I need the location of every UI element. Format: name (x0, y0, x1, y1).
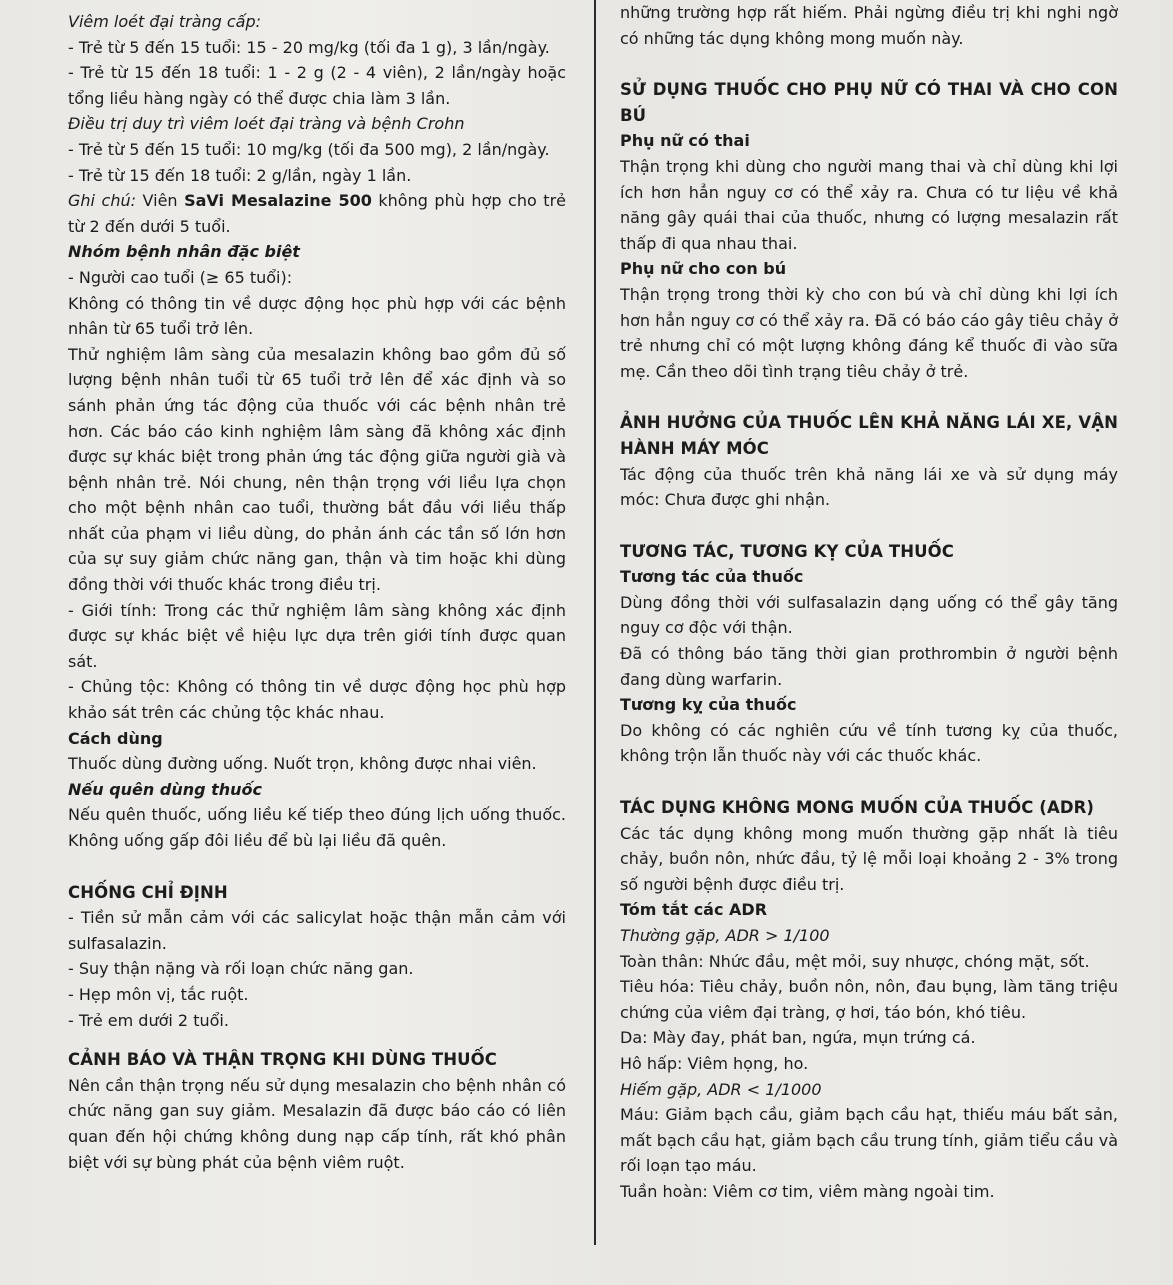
incompatibility-text: Do không có các nghiên cứu về tính tương kỵ của thuốc, không trộn lẫn thuốc này với các thuốc khác. (620, 720, 1118, 766)
adr-common-item: Toàn thân: Nhức đầu, mệt mỏi, suy nhược, chóng mặt, sốt. (620, 951, 1090, 971)
contraindication-item: - Suy thận nặng và rối loạn chức năng gan. (68, 959, 414, 979)
adr-common-item: Tiêu hóa: Tiêu chảy, buồn nôn, nôn, đau bụng, làm tăng triệu chứng của viêm đại tràng, ợ hơi, táo bón, khó tiêu. (620, 977, 1118, 1022)
warning-text: Nên cần thận trọng nếu sử dụng mesalazin cho bệnh nhân có chức năng gan suy giảm. Mesalazin đã được báo cáo có liên quan đến hội chứng không dung nạp cấp tính, rất khó phân biệt với sự bùng phát của bệnh viêm ruột. (68, 1075, 566, 1172)
incompatibility-subheading: Tương kỵ của thuốc (620, 695, 797, 715)
note-product-name: SaVi Mesalazine 500 (184, 191, 372, 211)
special-group-paragraph: - Chủng tộc: Không có thông tin về dược động học phù hợp khảo sát trên các chủng tộc khác nhau. (68, 677, 566, 723)
contraindication-item: - Trẻ em dưới 2 tuổi. (68, 1010, 229, 1030)
interactions-subheading: Tương tác của thuốc (620, 567, 804, 587)
pregnancy-heading: SỬ DỤNG THUỐC CHO PHỤ NỮ CÓ THAI VÀ CHO CON BÚ (620, 80, 1118, 125)
usage-text: Thuốc dùng đường uống. Nuốt trọn, không được nhai viên. (68, 754, 537, 774)
special-group-paragraph: Không có thông tin về dược động học phù hợp với các bệnh nhân từ 65 tuổi trở lên. (68, 293, 566, 339)
special-group-paragraph: - Giới tính: Trong các thử nghiệm lâm sàng không xác định được sự khác biệt về hiệu lực dựa trên giới tính được quan sát. (68, 600, 566, 671)
adr-rare-item: Máu: Giảm bạch cầu, giảm bạch cầu hạt, thiếu máu bất sản, mất bạch cầu hạt, giảm bạch cầu trung tính, giảm tiểu cầu và rối loạn tạo máu. (620, 1105, 1118, 1176)
interactions-text: Đã có thông báo tăng thời gian prothrombin ở người bệnh đang dùng warfarin. (620, 644, 1118, 689)
adr-common-item: Da: Mày đay, phát ban, ngứa, mụn trứng cá. (620, 1028, 976, 1048)
contraindication-heading: CHỐNG CHỈ ĐỊNH (68, 882, 228, 902)
dose-line: - Trẻ từ 5 đến 15 tuổi: 15 - 20 mg/kg (tối đa 1 g), 3 lần/ngày. (68, 37, 550, 57)
interactions-text: Dùng đồng thời với sulfasalazin dạng uống có thể gây tăng nguy cơ độc với thận. (620, 592, 1118, 638)
note-paragraph (68, 188, 566, 239)
adr-rare-heading: Hiếm gặp, ADR < 1/1000 (620, 1079, 822, 1099)
note-rest: không phù hợp cho trẻ từ 2 đến dưới 5 tuổi. (68, 191, 566, 236)
contraindication-item: - Hẹp môn vị, tắc ruột. (68, 984, 249, 1004)
pregnant-subheading: Phụ nữ có thai (620, 131, 750, 151)
interactions-heading: TƯƠNG TÁC, TƯƠNG KỴ CỦA THUỐC (620, 541, 954, 561)
dose-line: - Trẻ từ 5 đến 15 tuổi: 10 mg/kg (tối đa 500 mg), 2 lần/ngày. (68, 139, 550, 159)
missed-dose-text: Nếu quên thuốc, uống liều kế tiếp theo đúng lịch uống thuốc. Không uống gấp đôi liều để bù lại liều đã quên. (68, 805, 566, 850)
adr-heading: TÁC DỤNG KHÔNG MONG MUỐN CỦA THUỐC (ADR) (620, 798, 1095, 818)
pregnant-text: Thận trọng khi dùng cho người mang thai và chỉ dùng khi lợi ích hơn hẳn nguy cơ có thể xảy ra. Chưa có tư liệu về khả năng gây quái thai của thuốc, nhưng có lượng mesalazin rất thấp đi qua nhau thai. (620, 156, 1118, 253)
dose-line: - Trẻ từ 15 đến 18 tuổi: 2 g/lần, ngày 1 lần. (68, 165, 412, 185)
adr-intro: Các tác dụng không mong muốn thường gặp nhất là tiêu chảy, buồn nôn, nhức đầu, tỷ lệ mỗi loại khoảng 2 - 3% trong số người bệnh được điều trị. (620, 823, 1118, 894)
special-group-heading: Nhóm bệnh nhân đặc biệt (68, 242, 300, 262)
adr-common-item: Hô hấp: Viêm họng, ho. (620, 1053, 809, 1073)
adr-common-heading: Thường gặp, ADR > 1/100 (620, 926, 830, 945)
driving-text: Tác động của thuốc trên khả năng lái xe và sử dụng máy móc: Chưa được ghi nhận. (620, 464, 1118, 510)
contraindication-item: - Tiền sử mẫn cảm với các salicylat hoặc thận mẫn cảm với sulfasalazin. (68, 908, 566, 953)
driving-heading: ẢNH HƯỞNG CỦA THUỐC LÊN KHẢ NĂNG LÁI XE, VẬN HÀNH MÁY MÓC (620, 413, 1118, 458)
adr-summary-heading: Tóm tắt các ADR (620, 900, 768, 920)
nursing-text: Thận trọng trong thời kỳ cho con bú và chỉ dùng khi lợi ích hơn hẳn nguy cơ có thể xảy ra. Đã có báo cáo gây tiêu chảy ở trẻ nhưng chỉ có một lượng không đáng kể thuốc đi vào sữa mẹ. Cần theo dõi tình trạng tiêu chảy ở trẻ. (620, 284, 1118, 381)
left-column (68, 9, 566, 1175)
column-divider (594, 0, 596, 1245)
dose-line: - Trẻ từ 15 đến 18 tuổi: 1 - 2 g (2 - 4 viên), 2 lần/ngày hoặc tổng liều hàng ngày có thể được chia làm 3 lần. (68, 63, 566, 108)
note-product: Viên (142, 191, 185, 211)
continued-text: những trường hợp rất hiếm. Phải ngừng điều trị khi nghi ngờ có những tác dụng không mong muốn này. (620, 3, 1118, 48)
right-column (620, 0, 1118, 1205)
adr-rare-item: Tuần hoàn: Viêm cơ tim, viêm màng ngoài tim. (620, 1181, 995, 1201)
special-group-paragraph: Thử nghiệm lâm sàng của mesalazin không bao gồm đủ số lượng bệnh nhân tuổi từ 65 tuổi trở lên để xác định và so sánh phản ứng tác động của thuốc với các bệnh nhân trẻ hơn. Các báo cáo kinh nghiệm lâm sàng đã không xác định được sự khác biệt trong phản ứng tác động giữa người già và bệnh nhân trẻ. Nói chung, nên thận trọng với liều lựa chọn cho một bệnh nhân cao tuổi, thường bắt đầu với liều thấp nhất của phạm vi liều dùng, do phản ánh các tần số lớn hơn của sự suy giảm chức năng gan, thận và tim hoặc khi dùng đồng thời với thuốc khác trong điều trị. (68, 344, 566, 595)
usage-heading: Cách dùng (68, 728, 163, 748)
special-group-paragraph: - Người cao tuổi (≥ 65 tuổi): (68, 267, 293, 287)
missed-dose-heading: Nếu quên dùng thuốc (68, 779, 263, 799)
maintenance-heading: Điều trị duy trì viêm loét đại tràng và bệnh Crohn (68, 114, 465, 134)
nursing-subheading: Phụ nữ cho con bú (620, 259, 787, 279)
acute-uc-heading: Viêm loét đại tràng cấp: (68, 12, 262, 31)
note-prefix: Ghi chú: (68, 191, 143, 211)
warning-heading: CẢNH BÁO VÀ THẬN TRỌNG KHI DÙNG THUỐC (68, 1050, 497, 1070)
